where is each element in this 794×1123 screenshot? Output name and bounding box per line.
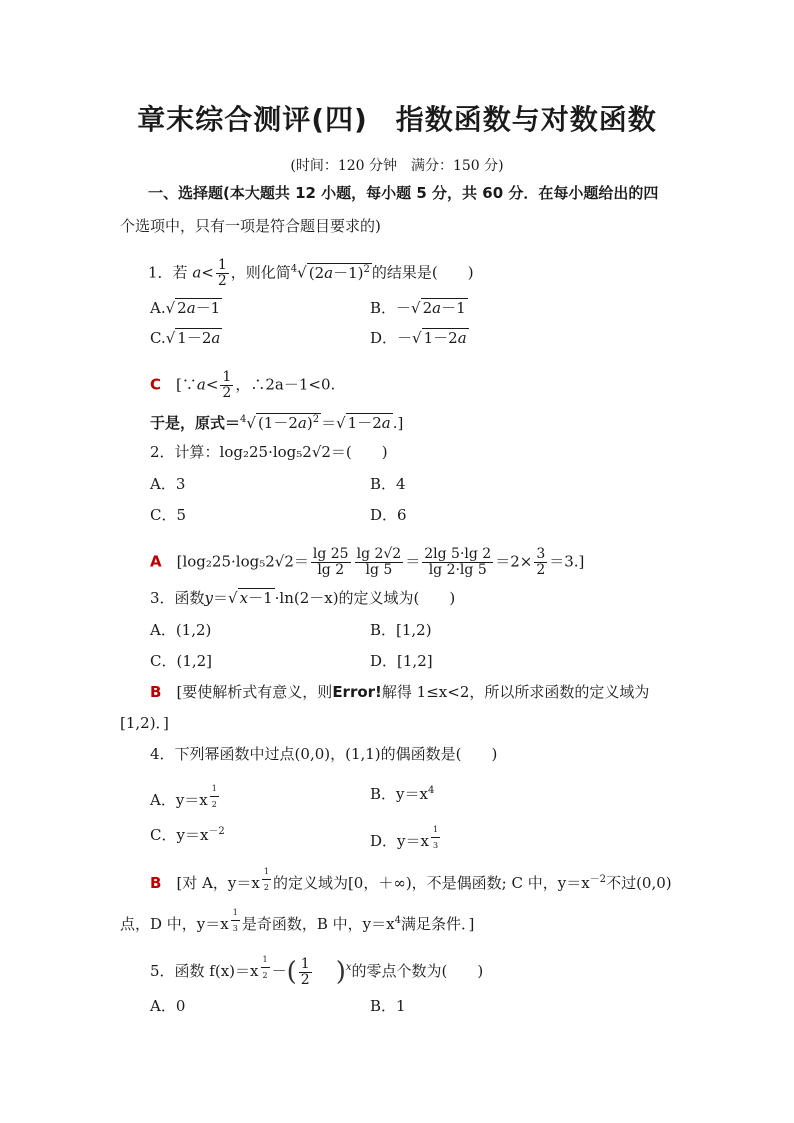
q3-option-c: C．(1,2] (150, 652, 213, 670)
q4-option-a: A．y＝x $^{\frac{1}{2}}$ (150, 781, 221, 812)
q2-answer: A [log₂25·log₅2√2＝ $\frac{\lg 25}{\lg 2}$ $\frac{\lg 2√2}{\lg 5}$ ＝ $\frac{2\lg 5\cdot\lg 2}{\lg 2\cdot\lg 5}$ ＝2× $\frac{3}{2}$ ＝3.] (150, 546, 585, 578)
q2-option-c: C．5 (150, 506, 187, 524)
q1-answer: C [∵a< $\frac{1}{2}$ ，∴2a－1<0. (150, 369, 336, 401)
exam-info: (时间：120 分钟 满分：150 分) (290, 158, 504, 174)
q3-option-a: A．(1,2) (150, 621, 212, 639)
question-4: 4．下列幂函数中过点(0,0)，(1,1)的偶函数是( ) (150, 745, 498, 763)
q1-option-a: A.√ 2a－1 (150, 299, 221, 317)
q3-option-d: D．[1,2] (370, 652, 433, 670)
q1-option-b: B．－√ 2a－1 (370, 299, 466, 317)
q4-option-d: D．y＝x $^{\frac{1}{3}}$ (370, 822, 442, 853)
question-2: 2．计算：log₂25·log₅2√2＝( ) (150, 443, 388, 461)
q4-option-c: C．$y=x^{-2}$ (150, 826, 225, 844)
q4-option-b: B．$y=x^4$ (370, 785, 435, 803)
section-heading-cont: 个选项中，只有一项是符合题目要求的) (120, 217, 381, 235)
q3-answer-cont: [1,2)．] (120, 714, 169, 732)
question-3: 3．函数y＝√ x－1 ·ln(2－x)的定义域为( ) (150, 589, 456, 607)
question-1: 1．若 a< $\frac{1}{2}$ ，则化简$^4$√ $(2a-1)^2$ 的结果是( ) (148, 257, 474, 289)
q2-option-a: A．3 (150, 475, 186, 493)
q5-option-a: A．0 (150, 997, 186, 1015)
q2-option-b: B．4 (370, 475, 406, 493)
q3-answer: B [要使解析式有意义，则Error!解得 1≤x<2，所以所求函数的定义域为 (150, 683, 650, 701)
q2-option-d: D．6 (370, 506, 407, 524)
q5-option-b: B．1 (370, 997, 406, 1015)
section-heading: 一、选择题(本大题共 12 小题，每小题 5 分，共 60 分．在每小题给出的四 (148, 184, 659, 202)
page-title: 章末综合测评(四) 指数函数与对数函数 (137, 103, 657, 136)
q3-option-b: B．[1,2) (370, 621, 432, 639)
question-5: 5．函数 f(x)＝x $^{\frac{1}{2}}$ －( $\frac{1}{2}$ )$^x$的零点个数为( ) (150, 952, 483, 988)
q1-option-c: C.√ 1－2a (150, 329, 221, 347)
q4-answer: B [对 A，y＝x $^{\frac{1}{2}}$ 的定义域为[0，＋∞)，不是偶函数; C 中，$y=x^{-2}$不过(0,0) (150, 864, 672, 895)
q1-option-d: D．－√ 1－2a (370, 329, 467, 347)
q1-answer-cont: 于是，原式＝$^4$√ $(1-2a)^2$ ＝√ 1－2a .] (150, 414, 404, 432)
q4-answer-cont: 点，D 中，y＝x $^{\frac{1}{3}}$ 是奇函数，B 中，$y=x^4$满足条件．] (120, 905, 474, 936)
